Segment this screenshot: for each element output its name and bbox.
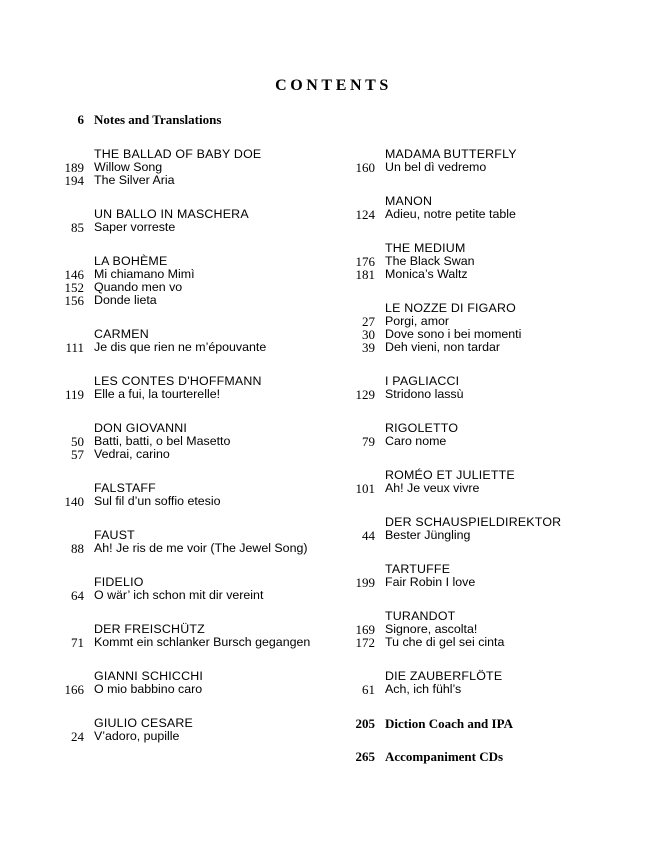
page-number: 85	[71, 220, 84, 235]
page-number: 50	[71, 434, 84, 449]
appendix-label: Accompaniment CDs	[385, 749, 504, 764]
aria-title: Donde lieta	[94, 293, 157, 307]
aria-title: Saper vorreste	[94, 220, 176, 234]
aria-title: Vedrai, carino	[94, 447, 170, 461]
opera-title: THE BALLAD OF BABY DOE	[94, 147, 262, 161]
aria-title: Ah! Je veux vivre	[385, 481, 480, 495]
page-number: 172	[355, 635, 375, 650]
aria-title: Dove sono i bei momenti	[385, 327, 522, 341]
aria-row	[40, 435, 340, 448]
page-number: 79	[362, 434, 375, 449]
opera-entry	[40, 717, 340, 743]
aria-title: O wär’ ich schon mit dir vereint	[94, 588, 264, 602]
opera-heading-row	[331, 242, 631, 255]
opera-heading-row	[331, 302, 631, 315]
opera-entry	[40, 148, 340, 187]
opera-entry	[40, 576, 340, 602]
opera-entry	[331, 302, 631, 354]
aria-title: Quando men vo	[94, 280, 183, 294]
aria-row	[331, 683, 631, 696]
page-number: 166	[64, 682, 84, 697]
aria-row	[40, 268, 340, 281]
page-number: 160	[355, 160, 375, 175]
aria-row	[40, 495, 340, 508]
aria-row	[331, 255, 631, 268]
opera-entry	[40, 670, 340, 696]
page-number: 146	[64, 267, 84, 282]
page-number: 57	[71, 447, 84, 462]
aria-title: Fair Robin I love	[385, 575, 476, 589]
page-number: 140	[64, 494, 84, 509]
opera-entry	[40, 255, 340, 307]
opera-title: MADAMA BUTTERFLY	[385, 147, 517, 161]
aria-title: Willow Song	[94, 160, 163, 174]
opera-heading-row	[40, 208, 340, 221]
aria-row	[331, 529, 631, 542]
opera-title: DER FREISCHÜTZ	[94, 622, 205, 636]
page-number: 129	[355, 387, 375, 402]
aria-row	[40, 683, 340, 696]
page-number: 156	[64, 293, 84, 308]
aria-title: Stridono lassù	[385, 387, 464, 401]
appendix-label: Diction Coach and IPA	[385, 716, 513, 731]
opera-heading-row	[40, 717, 340, 730]
opera-entry	[40, 529, 340, 555]
opera-heading-row	[40, 148, 340, 161]
aria-row	[40, 161, 340, 174]
page-number: 152	[64, 280, 84, 295]
aria-title: O mio babbino caro	[94, 682, 203, 696]
opera-entry	[40, 482, 340, 508]
aria-title: Kommt ein schlanker Bursch gegangen	[94, 635, 311, 649]
opera-title: DER SCHAUSPIELDIREKTOR	[385, 515, 562, 529]
page-number: 27	[362, 314, 375, 329]
opera-title: UN BALLO IN MASCHERA	[94, 207, 249, 221]
opera-entry	[40, 328, 340, 354]
opera-title: GIULIO CESARE	[94, 716, 193, 730]
opera-entry	[331, 148, 631, 174]
opera-heading-row	[331, 375, 631, 388]
aria-row	[331, 388, 631, 401]
aria-title: Je dis que rien ne m’épouvante	[94, 340, 267, 354]
opera-title: FALSTAFF	[94, 481, 156, 495]
aria-title: V’adoro, pupille	[94, 729, 180, 743]
page-number: 189	[64, 160, 84, 175]
aria-row	[331, 341, 631, 354]
opera-heading-row	[331, 563, 631, 576]
aria-title: Monica’s Waltz	[385, 267, 468, 281]
page-number: 101	[355, 481, 375, 496]
aria-row	[40, 174, 340, 187]
aria-title: Signore, ascolta!	[385, 622, 478, 636]
opera-entry	[40, 623, 340, 649]
opera-title: FIDELIO	[94, 575, 144, 589]
aria-title: Un bel dì vedremo	[385, 160, 487, 174]
opera-title: ROMÉO ET JULIETTE	[385, 468, 515, 482]
aria-title: Batti, batti, o bel Masetto	[94, 434, 231, 448]
opera-entry	[40, 422, 340, 461]
opera-title: TARTUFFE	[385, 562, 451, 576]
right-column	[331, 148, 631, 783]
opera-entry	[331, 469, 631, 495]
aria-row	[331, 482, 631, 495]
left-column	[40, 148, 340, 764]
opera-heading-row	[331, 469, 631, 482]
opera-entry	[331, 610, 631, 649]
aria-title: The Black Swan	[385, 254, 475, 268]
page-number: 6	[77, 112, 84, 127]
page-number: 64	[71, 588, 84, 603]
opera-title: THE MEDIUM	[385, 241, 466, 255]
page-number: 44	[362, 528, 375, 543]
aria-row	[40, 589, 340, 602]
page-number: 61	[362, 682, 375, 697]
page-number: 39	[362, 340, 375, 355]
page-number: 169	[355, 622, 375, 637]
opera-title: MANON	[385, 194, 433, 208]
aria-row	[40, 542, 340, 555]
opera-entry	[331, 563, 631, 589]
page-number: 124	[355, 207, 375, 222]
aria-title: Porgi, amor	[385, 314, 450, 328]
opera-title: LA BOHÈME	[94, 254, 168, 268]
page-number: 88	[71, 541, 84, 556]
opera-heading-row	[331, 422, 631, 435]
page-number: 181	[355, 267, 375, 282]
opera-title: I PAGLIACCI	[385, 374, 460, 388]
opera-title: FAUST	[94, 528, 135, 542]
opera-title: DIE ZAUBERFLÖTE	[385, 669, 503, 683]
page-number: 30	[362, 327, 375, 342]
opera-entry	[40, 375, 340, 401]
opera-entry	[331, 375, 631, 401]
opera-title: TURANDOT	[385, 609, 456, 623]
aria-title: Adieu, notre petite table	[385, 207, 516, 221]
aria-title: Bester Jüngling	[385, 528, 471, 542]
aria-title: Deh vieni, non tardar	[385, 340, 501, 354]
aria-row	[40, 294, 340, 307]
aria-title: Mi chiamano Mimì	[94, 267, 195, 281]
page-title: CONTENTS	[275, 77, 392, 94]
aria-title: Tu che di gel sei cinta	[385, 635, 505, 649]
aria-title: Elle a fui, la tourterelle!	[94, 387, 221, 401]
opera-heading-row	[331, 516, 631, 529]
aria-title: The Silver Aria	[94, 173, 175, 187]
page-number: 199	[355, 575, 375, 590]
opera-entry	[331, 422, 631, 448]
page-number: 119	[64, 387, 84, 402]
opera-entry	[331, 242, 631, 281]
opera-entry	[331, 516, 631, 542]
page-number: 111	[65, 340, 84, 355]
aria-row	[40, 341, 340, 354]
page-number: 176	[355, 254, 375, 269]
opera-title: RIGOLETTO	[385, 421, 459, 435]
aria-row	[331, 636, 631, 649]
opera-heading-row	[331, 670, 631, 683]
aria-row	[331, 576, 631, 589]
opera-title: LES CONTES D'HOFFMANN	[94, 374, 262, 388]
page-number: 265	[355, 749, 375, 764]
aria-row	[331, 435, 631, 448]
aria-title: Ah! Je ris de me voir (The Jewel Song)	[94, 541, 308, 555]
aria-row	[331, 161, 631, 174]
appendix-entry	[331, 717, 631, 730]
aria-row	[40, 281, 340, 294]
aria-title: Caro nome	[385, 434, 447, 448]
opera-heading-row	[331, 610, 631, 623]
aria-row	[331, 268, 631, 281]
aria-title: Sul fil d’un soffio etesio	[94, 494, 221, 508]
page-number: 194	[64, 173, 84, 188]
aria-row	[40, 448, 340, 461]
opera-entry	[40, 208, 340, 234]
aria-row	[331, 208, 631, 221]
intro-label: Notes and Translations	[94, 112, 222, 127]
page-number: 71	[71, 635, 84, 650]
opera-entry	[331, 670, 631, 696]
page-number: 205	[355, 716, 375, 731]
opera-title: CARMEN	[94, 327, 149, 341]
opera-title: DON GIOVANNI	[94, 421, 188, 435]
appendix-entry	[331, 750, 631, 763]
aria-row	[40, 388, 340, 401]
opera-title: GIANNI SCHICCHI	[94, 669, 204, 683]
aria-row	[40, 730, 340, 743]
opera-title: LE NOZZE DI FIGARO	[385, 301, 516, 315]
aria-title: Ach, ich fühl’s	[385, 682, 462, 696]
aria-row	[40, 636, 340, 649]
intro-entry	[40, 113, 221, 126]
opera-entry	[331, 195, 631, 221]
page-number: 24	[71, 729, 84, 744]
aria-row	[40, 221, 340, 234]
